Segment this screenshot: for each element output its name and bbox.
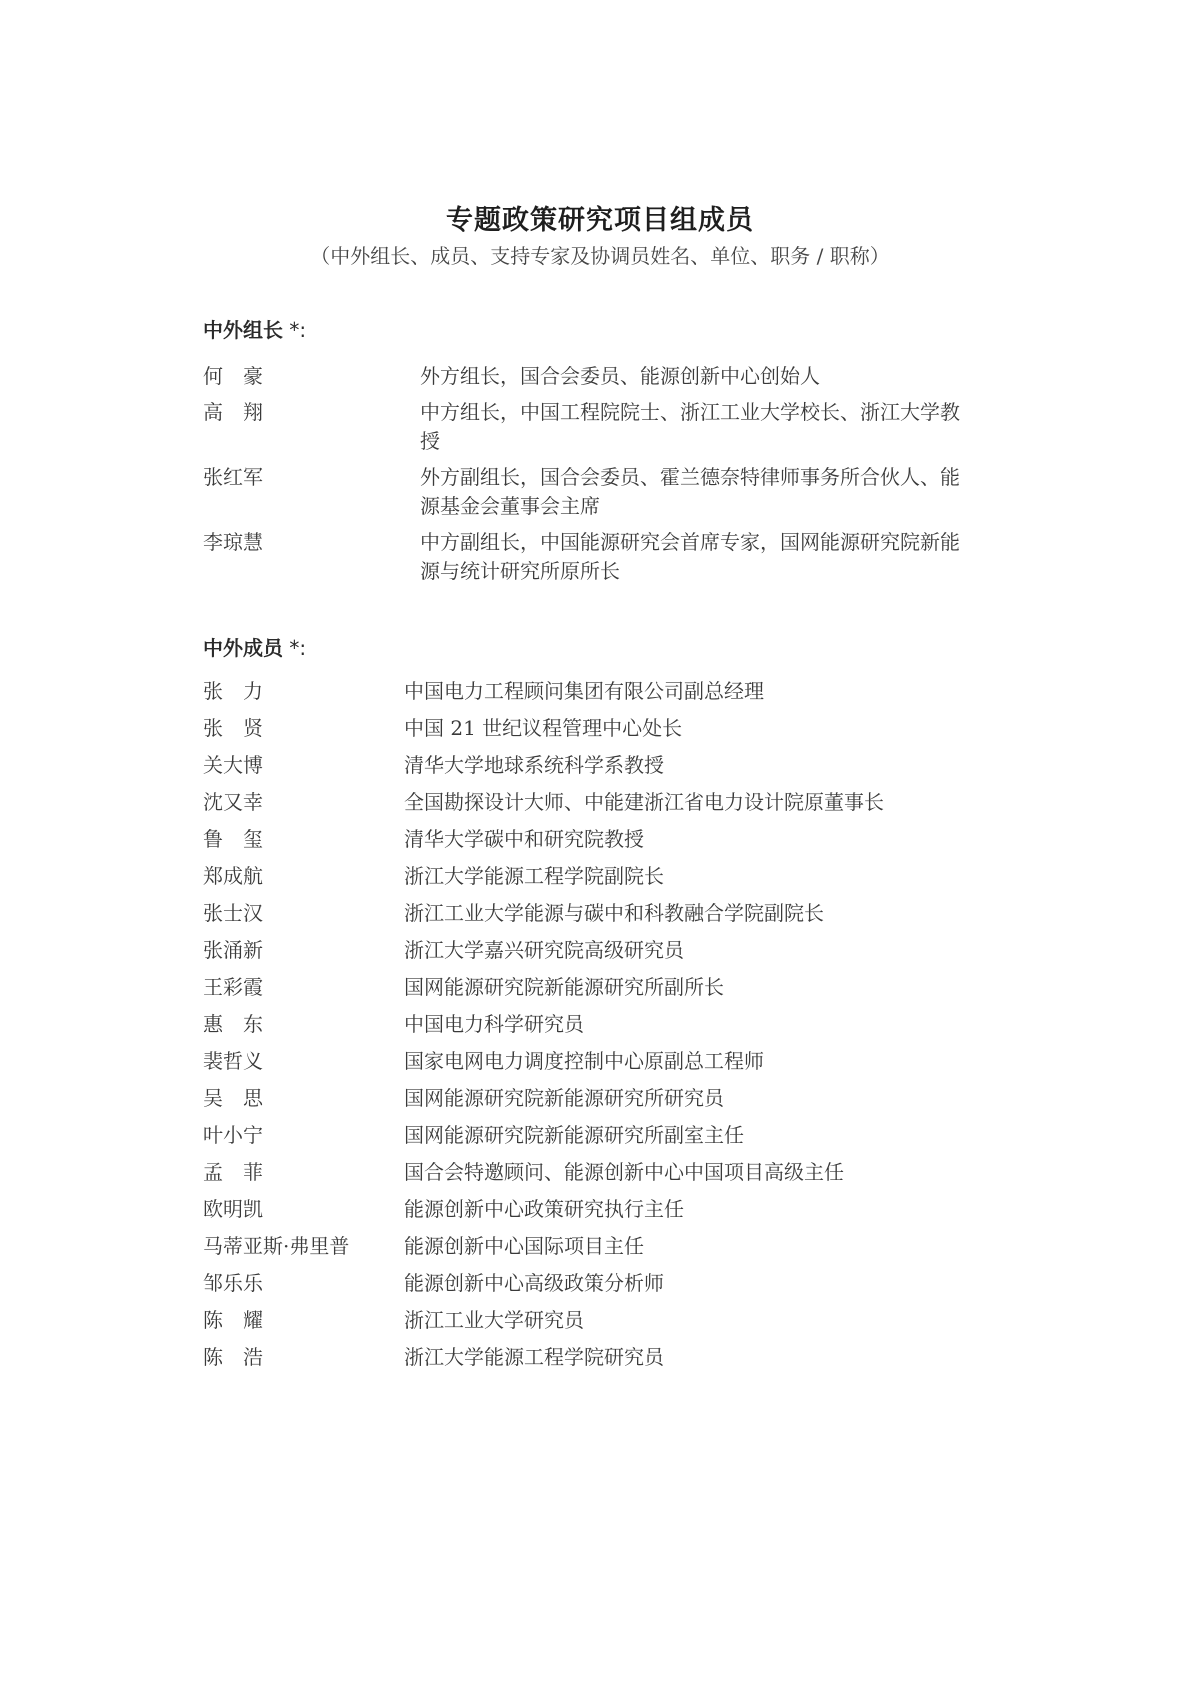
member-description: 中方副组长，中国能源研究会首席专家，国网能源研究院新能源与统计研究所原所长 — [420, 530, 960, 583]
member-description: 国网能源研究院新能源研究所研究员 — [404, 1086, 724, 1110]
list-item — [203, 788, 963, 817]
list-item — [203, 677, 963, 706]
member-description: 能源创新中心高级政策分析师 — [404, 1271, 664, 1295]
member-name: 惠 东 — [203, 1012, 263, 1036]
list-item — [203, 1047, 963, 1076]
section-heading-label: 中外成员 — [203, 636, 283, 660]
list-item — [203, 751, 963, 780]
list-item — [203, 1343, 963, 1372]
section-heading-label: 中外组长 — [203, 318, 283, 342]
member-name: 马蒂亚斯·弗里普 — [203, 1234, 350, 1258]
member-name: 张红军 — [203, 465, 263, 489]
member-name: 王彩霞 — [203, 975, 263, 999]
member-description: 中国电力工程顾问集团有限公司副总经理 — [404, 679, 764, 703]
member-name: 叶小宁 — [203, 1123, 263, 1147]
list-item — [203, 862, 963, 891]
member-description: 中方组长，中国工程院院士、浙江工业大学校长、浙江大学教授 — [420, 400, 960, 453]
leaders-list — [203, 362, 963, 593]
members-list — [203, 677, 963, 1380]
list-item — [203, 1269, 963, 1298]
member-name: 张士汉 — [203, 901, 263, 925]
list-item — [203, 1232, 963, 1261]
member-description: 外方组长，国合会委员、能源创新中心创始人 — [420, 364, 820, 388]
member-description: 能源创新中心政策研究执行主任 — [404, 1197, 684, 1221]
list-item — [203, 1195, 963, 1224]
list-item — [203, 463, 963, 521]
member-name: 张涌新 — [203, 938, 263, 962]
list-item — [203, 1121, 963, 1150]
member-description: 全国勘探设计大师、中能建浙江省电力设计院原董事长 — [404, 790, 884, 814]
member-name: 高 翔 — [203, 400, 263, 424]
list-item — [203, 1010, 963, 1039]
list-item — [203, 899, 963, 928]
member-description: 清华大学碳中和研究院教授 — [404, 827, 644, 851]
member-name: 孟 菲 — [203, 1160, 263, 1184]
member-name: 李琼慧 — [203, 530, 263, 554]
list-item — [203, 936, 963, 965]
member-description: 浙江大学嘉兴研究院高级研究员 — [404, 938, 684, 962]
member-description: 浙江工业大学研究员 — [404, 1308, 584, 1332]
member-name: 裴哲义 — [203, 1049, 263, 1073]
member-name: 邹乐乐 — [203, 1271, 263, 1295]
page-title: 专题政策研究项目组成员 — [446, 205, 754, 236]
member-name: 张 力 — [203, 679, 263, 703]
list-item — [203, 1306, 963, 1335]
list-item — [203, 528, 963, 586]
list-item — [203, 714, 963, 743]
section-heading-mark: *: — [283, 636, 307, 660]
member-name: 关大博 — [203, 753, 263, 777]
list-item — [203, 825, 963, 854]
list-item — [203, 1084, 963, 1113]
member-name: 陈 耀 — [203, 1308, 263, 1332]
section-heading-mark: *: — [283, 318, 307, 342]
member-description: 浙江大学能源工程学院副院长 — [404, 864, 664, 888]
section-heading-leaders — [203, 316, 306, 344]
member-description: 外方副组长，国合会委员、霍兰德奈特律师事务所合伙人、能源基金会董事会主席 — [420, 465, 960, 518]
member-name: 吴 思 — [203, 1086, 263, 1110]
member-description: 浙江工业大学能源与碳中和科教融合学院副院长 — [404, 901, 824, 925]
member-description: 国家电网电力调度控制中心原副总工程师 — [404, 1049, 764, 1073]
member-name: 何 豪 — [203, 364, 263, 388]
member-description: 能源创新中心国际项目主任 — [404, 1234, 644, 1258]
member-name: 沈又幸 — [203, 790, 263, 814]
member-description: 中国 21 世纪议程管理中心处长 — [404, 716, 683, 740]
list-item — [203, 973, 963, 1002]
member-name: 鲁 玺 — [203, 827, 263, 851]
list-item — [203, 362, 963, 391]
member-name: 张 贤 — [203, 716, 263, 740]
member-description: 中国电力科学研究员 — [404, 1012, 584, 1036]
member-name: 陈 浩 — [203, 1345, 263, 1369]
member-name: 欧明凯 — [203, 1197, 263, 1221]
member-description: 国网能源研究院新能源研究所副室主任 — [404, 1123, 744, 1147]
page-subtitle: （中外组长、成员、支持专家及协调员姓名、单位、职务 / 职称） — [310, 244, 890, 268]
section-heading-members — [203, 634, 306, 662]
member-description: 浙江大学能源工程学院研究员 — [404, 1345, 664, 1369]
member-name: 郑成航 — [203, 864, 263, 888]
member-description: 清华大学地球系统科学系教授 — [404, 753, 664, 777]
member-description: 国网能源研究院新能源研究所副所长 — [404, 975, 724, 999]
list-item — [203, 398, 963, 456]
list-item — [203, 1158, 963, 1187]
member-description: 国合会特邀顾问、能源创新中心中国项目高级主任 — [404, 1160, 844, 1184]
